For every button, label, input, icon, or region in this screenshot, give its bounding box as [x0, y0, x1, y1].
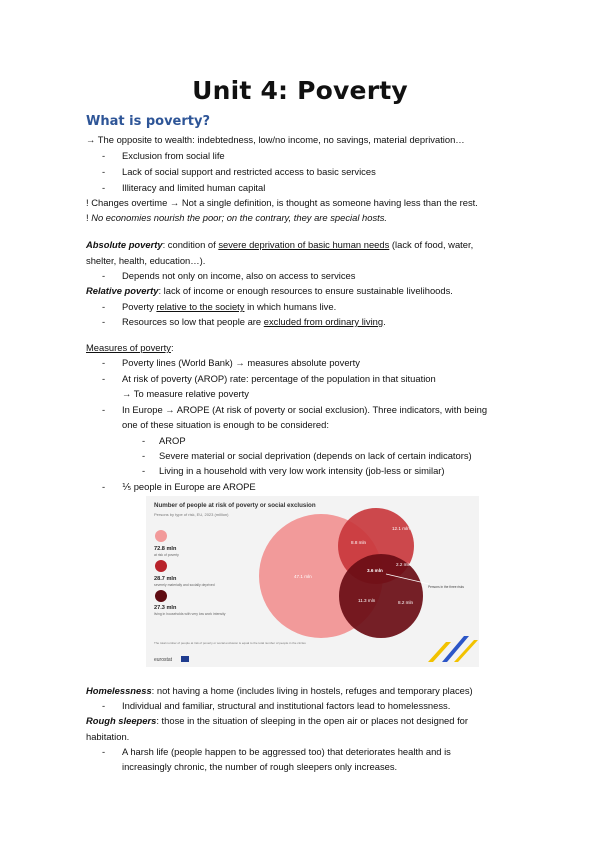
- bullet-illiteracy: Illiteracy and limited human capital: [122, 182, 266, 193]
- underlined-text: excluded from ordinary living: [263, 316, 384, 327]
- legend-label-low-work: living in households with very low work intensity: [154, 612, 226, 616]
- relative-poverty-text: : lack of income or enough resources to ensure sustainable livelihoods.: [158, 285, 453, 296]
- homelessness-text: : not having a home (includes living in hostels, refuges and temporary places): [151, 685, 473, 696]
- bullet-arop-cont: → To measure relative poverty: [122, 388, 249, 399]
- text: in which humans live.: [244, 301, 337, 312]
- rough-sleepers-line2: habitation.: [86, 731, 130, 742]
- note-changes: ! Changes overtime → Not a single definition, is thought as someone having less than the rest.: [86, 197, 478, 208]
- dash: -: [142, 465, 146, 476]
- bullet-access-services: Depends not only on income, also on access to services: [122, 270, 356, 281]
- bullet-harsh-life-cont: increasingly chronic, the number of rough sleepers only increases.: [122, 761, 398, 772]
- legend-label-deprived: severely materially and socially deprived: [154, 583, 215, 587]
- dash: -: [102, 270, 106, 281]
- eu-flag-icon: [181, 656, 189, 662]
- absolute-poverty-text: : condition of: [162, 239, 219, 250]
- eurostat-logo-text: eurostat: [154, 657, 173, 663]
- chart-title: Number of people at risk of poverty or social exclusion: [154, 502, 316, 509]
- bullet-excluded: [122, 316, 386, 328]
- bullet-harsh-life: A harsh life (people happen to be aggressed too) that deteriorates health and is: [122, 746, 451, 757]
- chart-footnote: The total number of people at risk of poverty or social exclusion is equal to the total number of people in the circles: [154, 641, 306, 645]
- arope-venn-chart: [146, 496, 479, 667]
- bullet-social-support: Lack of social support and restricted access to basic services: [122, 166, 376, 177]
- page-title: Unit 4: Poverty: [192, 76, 408, 105]
- relative-poverty-line: [86, 285, 453, 297]
- region-label-low-work-only: 8.2 mln: [398, 600, 414, 605]
- dash: -: [102, 481, 106, 492]
- legend-swatch-deprived: [155, 560, 167, 572]
- bullet-relative-society: [122, 301, 336, 313]
- dash: -: [142, 450, 146, 461]
- dash: -: [102, 373, 106, 384]
- colon: :: [170, 342, 174, 353]
- legend-value-low-work: 27.3 mln: [154, 605, 177, 611]
- region-label-deprived-only: 12.1 mln: [392, 526, 410, 531]
- absolute-poverty-text-end: (lack of food, water,: [389, 239, 474, 250]
- dash: -: [102, 746, 106, 757]
- measures-heading-text: Measures of poverty: [86, 342, 171, 353]
- absolute-poverty-term: Absolute poverty: [86, 239, 163, 250]
- region-label-arop-only: 47.1 mln: [294, 574, 312, 579]
- region-label-arop-low-work: 11.3 mln: [358, 598, 376, 603]
- homelessness-term: Homelessness: [86, 685, 152, 696]
- dash: -: [102, 182, 106, 193]
- text: .: [383, 316, 386, 327]
- sub-bullet-work-intensity: Living in a household with very low work intensity (job-less or similar): [159, 465, 445, 476]
- intro-line: → The opposite to wealth: indebtedness, low/no income, no savings, material deprivation…: [86, 134, 465, 145]
- legend-swatch-low-work: [155, 590, 167, 602]
- underlined-text: relative to the society: [156, 301, 245, 312]
- bullet-poverty-lines: Poverty lines (World Bank) → measures absolute poverty: [122, 357, 360, 368]
- dash: -: [102, 357, 106, 368]
- region-label-deprived-low-work: 2.2 mln: [396, 562, 412, 567]
- homelessness-line: [86, 685, 473, 697]
- measures-heading: [86, 342, 174, 354]
- bullet-exclusion: Exclusion from social life: [122, 150, 225, 161]
- legend-swatch-arop: [155, 530, 167, 542]
- sub-bullet-arop: AROP: [159, 435, 186, 446]
- rough-sleepers-text: : those in the situation of sleeping in the open air or places not designed for: [156, 715, 469, 726]
- legend-label-arop: at risk of poverty: [154, 553, 179, 557]
- annotation-label: Persons in the three risks: [428, 585, 464, 589]
- bullet-one-fifth: ⅕ people in Europe are AROPE: [122, 481, 256, 492]
- relative-poverty-term: Relative poverty: [86, 285, 159, 296]
- bullet-arope: In Europe → AROPE (At risk of poverty or social exclusion). Three indicators, with being: [122, 404, 488, 415]
- dash: -: [102, 301, 106, 312]
- legend-value-arop: 72.8 mln: [154, 546, 177, 552]
- note-economies: [86, 212, 387, 224]
- region-label-arop-deprived: 8.8 mln: [351, 540, 367, 545]
- bullet-arope-cont: one of these situation is enough to be considered:: [122, 419, 329, 430]
- bullet-homelessness-factors: Individual and familiar, structural and institutional factors lead to homelessness.: [122, 700, 451, 711]
- rough-sleepers-term: Rough sleepers: [86, 715, 157, 726]
- rough-sleepers-line: [86, 715, 514, 727]
- dash: -: [102, 700, 106, 711]
- chart-subtitle: Persons by type of risk, EU, 2023 (million): [154, 512, 229, 517]
- absolute-poverty-line: [86, 239, 514, 251]
- region-label-all-three: 3.6 mln: [367, 568, 383, 573]
- legend-value-deprived: 28.7 mln: [154, 576, 177, 582]
- text: Poverty: [122, 301, 157, 312]
- absolute-poverty-underlined: severe deprivation of basic human needs: [218, 239, 390, 250]
- text: Resources so low that people are: [122, 316, 264, 327]
- dash: -: [102, 166, 106, 177]
- dash: -: [102, 316, 106, 327]
- note-mark: !: [86, 212, 89, 223]
- dash: -: [102, 404, 106, 415]
- absolute-poverty-line2: shelter, health, education…).: [86, 255, 206, 266]
- note-economies-text: No economies nourish the poor; on the contrary, they are special hosts.: [91, 212, 388, 223]
- section-heading: What is poverty?: [86, 114, 210, 129]
- dash: -: [102, 150, 106, 161]
- sub-bullet-deprivation: Severe material or social deprivation (depends on lack of certain indicators): [159, 450, 472, 461]
- bullet-arop: At risk of poverty (AROP) rate: percentage of the population in that situation: [122, 373, 436, 384]
- dash: -: [142, 435, 146, 446]
